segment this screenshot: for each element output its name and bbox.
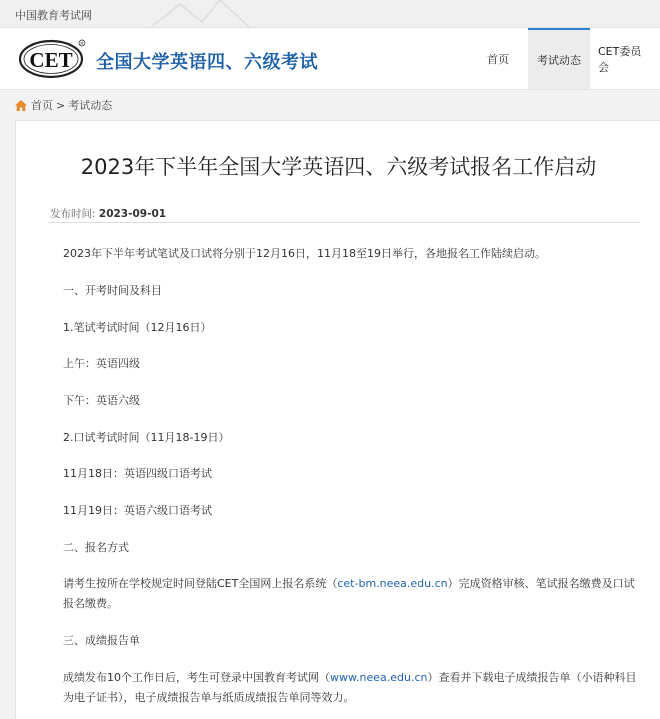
svg-text:CET: CET [29, 48, 73, 72]
oral-exam-time: 2.口试考试时间（11月18-19日） [63, 431, 230, 444]
site-brand-title[interactable]: 全国大学英语四、六级考试 [96, 52, 318, 73]
oral-exam-day-2: 11月19日：英语六级口语考试 [63, 504, 212, 517]
registration-text-pre: 请考生按所在学校规定时间登陆CET全国网上报名系统（ [63, 577, 338, 590]
article-card [15, 120, 660, 719]
article-title: 2023年下半年全国大学英语四、六级考试报名工作启动 [80, 155, 597, 179]
oral-exam-day-1: 11月18日：英语四级口语考试 [63, 467, 212, 480]
site-header [0, 28, 660, 90]
afternoon-subject: 下午：英语六级 [63, 394, 140, 407]
written-exam-time: 1.笔试考试时间（12月16日） [63, 321, 212, 334]
publish-date-label: 发布时间: [50, 208, 96, 220]
main-nav [468, 28, 660, 89]
breadcrumb [15, 97, 112, 113]
home-icon [15, 100, 27, 111]
registration-instructions [63, 574, 643, 614]
score-text-post: ）查看并下载电子成绩报告单（小语种科目为电子证书），电子成绩报告单与纸质成绩报告单同等效力。 [63, 671, 637, 704]
section-3-title: 三、成绩报告单 [63, 634, 140, 647]
registration-system-link[interactable]: cet-bm.neea.edu.cn [337, 577, 448, 590]
breadcrumb-separator: > [56, 98, 66, 112]
neea-site-link[interactable]: www.neea.edu.cn [330, 671, 428, 684]
background-mountain-decoration [150, 0, 270, 28]
registration-text-post: ）完成资格审核、笔试报名缴费及口试报名缴费。 [63, 577, 635, 610]
nav-exam-news[interactable]: 考试动态 [528, 28, 590, 89]
publish-date: 2023-09-01 [98, 208, 167, 220]
nav-home[interactable]: 首页 [487, 52, 509, 66]
title-divider [48, 222, 640, 223]
site-name[interactable]: 中国教育考试网 [15, 9, 92, 22]
svg-text:R: R [80, 41, 84, 46]
article-intro: 2023年下半年考试笔试及口试将分别于12月16日，11月18至19日举行，各地报名工作陆续启动。 [63, 247, 546, 260]
section-2-title: 二、报名方式 [63, 541, 129, 554]
section-1-title: 一、开考时间及科目 [63, 284, 162, 297]
score-report-instructions [63, 668, 643, 708]
score-text-pre: 成绩发布10个工作日后，考生可登录中国教育考试网（ [63, 671, 330, 684]
nav-cet-committee[interactable]: CET委员会 [598, 44, 642, 74]
breadcrumb-home-link[interactable]: 首页 [31, 99, 53, 112]
morning-subject: 上午：英语四级 [63, 357, 140, 370]
article-publish-meta [50, 206, 166, 221]
cet-logo[interactable] [18, 37, 86, 79]
top-bar [0, 0, 660, 28]
breadcrumb-current-link[interactable]: 考试动态 [68, 99, 113, 112]
